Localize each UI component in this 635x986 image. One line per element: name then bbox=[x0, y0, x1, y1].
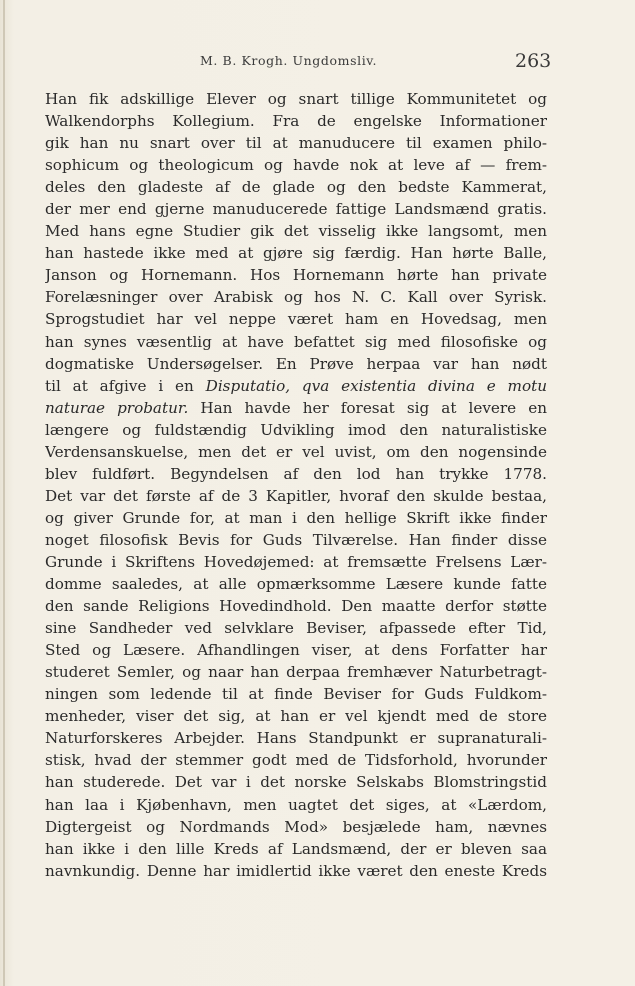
text-line bbox=[45, 375, 547, 397]
text-line bbox=[45, 749, 547, 771]
text-line bbox=[45, 507, 547, 529]
text-segment: han studerede. Det var i det norske Selskabs Blomstringstid bbox=[45, 773, 547, 792]
text-line bbox=[45, 264, 547, 286]
text-line bbox=[45, 727, 547, 749]
text-segment: og giver Grunde for, at man i den hellige Skrift ikke finder bbox=[45, 508, 547, 527]
text-segment: Han fik adskillige Elever og snart tillige Kommunitetet og bbox=[45, 90, 547, 108]
text-segment: Walkendorphs Kollegium. Fra de engelske Informationer bbox=[45, 112, 547, 131]
text-segment: Verdensanskuelse, men det er vel uvist, om den nogensinde bbox=[45, 442, 547, 461]
text-line bbox=[45, 705, 547, 727]
text-line bbox=[45, 397, 547, 419]
text-line bbox=[45, 595, 547, 617]
text-segment: Janson og Hornemann. Hos Hornemann hørte han private bbox=[45, 266, 547, 285]
text-line bbox=[45, 485, 547, 507]
text-line bbox=[45, 220, 547, 242]
text-line bbox=[45, 661, 547, 683]
text-line bbox=[45, 860, 547, 882]
text-segment: Sprogstudiet har vel neppe været ham en Hovedsag, men bbox=[45, 310, 547, 329]
text-segment: studeret Semler, og naar han derpaa fremhæver Naturbetragt- bbox=[45, 663, 547, 682]
text-segment: han ikke i den lille Kreds af Landsmænd, der er bleven saa bbox=[45, 839, 547, 858]
text-line bbox=[45, 110, 547, 132]
text-line bbox=[45, 794, 547, 816]
text-line bbox=[45, 88, 547, 110]
text-line bbox=[45, 617, 547, 639]
text-line bbox=[45, 353, 547, 375]
text-segment: deles den gladeste af de glade og den bedste Kammerat, bbox=[45, 178, 547, 197]
text-line bbox=[45, 771, 547, 793]
body-text bbox=[45, 88, 547, 882]
text-segment: Digtergeist og Nordmands Mod» besjælede ham, nævnes bbox=[45, 817, 547, 836]
text-line bbox=[45, 331, 547, 353]
text-line bbox=[45, 308, 547, 330]
text-line bbox=[45, 198, 547, 220]
text-segment: navnkundig. Denne har imidlertid ikke været den eneste Kreds bbox=[45, 861, 547, 880]
text-line bbox=[45, 463, 547, 485]
text-segment: til at afgive i en bbox=[45, 376, 206, 395]
text-segment: ningen som ledende til at finde Beviser for Guds Fuldkom- bbox=[45, 685, 547, 704]
text-segment: han synes væsentlig at have befattet sig med filosofiske og bbox=[45, 332, 547, 351]
text-line bbox=[45, 683, 547, 705]
text-segment: gik han nu snart over til at manuducere til examen philo- bbox=[45, 134, 547, 153]
text-line bbox=[45, 132, 547, 154]
text-line bbox=[45, 441, 547, 463]
text-segment: han hastede ikke med at gjøre sig færdig. Han hørte Balle, bbox=[45, 244, 547, 263]
text-segment: menheder, viser det sig, at han er vel kjendt med de store bbox=[45, 707, 547, 726]
text-segment: stisk, hvad der stemmer godt med de Tidsforhold, hvorunder bbox=[45, 751, 547, 770]
text-segment: Naturforskeres Arbejder. Hans Standpunkt er supranaturali- bbox=[45, 729, 547, 748]
text-segment: Forelæsninger over Arabisk og hos N. C. Kall over Syrisk. bbox=[45, 288, 547, 307]
text-segment: domme saaledes, at alle opmærksomme Læsere kunde fatte bbox=[45, 575, 547, 594]
text-segment: Grunde i Skriftens Hovedøjemed: at fremsætte Frelsens Lær- bbox=[45, 552, 547, 571]
text-line bbox=[45, 286, 547, 308]
text-segment: der mer end gjerne manuducerede fattige Landsmænd gratis. bbox=[45, 200, 547, 219]
running-head: M. B. Krogh. Ungdomsliv. bbox=[200, 53, 378, 68]
text-segment: længere og fuldstændig Udvikling imod den naturalistiske bbox=[45, 420, 547, 439]
text-line bbox=[45, 529, 547, 551]
text-segment: noget filosofisk Bevis for Guds Tilværelse. Han finder disse bbox=[45, 530, 547, 549]
text-segment: Det var det første af de 3 Kapitler, hvoraf den skulde bestaa, bbox=[45, 486, 547, 505]
text-line bbox=[45, 816, 547, 838]
text-segment: sine Sandheder ved selvklare Beviser, afpassede efter Tid, bbox=[45, 619, 547, 638]
text-line bbox=[45, 154, 547, 176]
text-line bbox=[45, 639, 547, 661]
text-segment: sophicum og theologicum og havde nok at leve af — frem- bbox=[45, 156, 547, 175]
italic-text-segment: naturae probatur. bbox=[45, 398, 189, 417]
text-line bbox=[45, 242, 547, 264]
text-line bbox=[45, 573, 547, 595]
text-line bbox=[45, 551, 547, 573]
text-segment: dogmatiske Undersøgelser. En Prøve herpaa var han nødt bbox=[45, 354, 547, 373]
text-segment: Med hans egne Studier gik det visselig ikke langsomt, men bbox=[45, 222, 547, 241]
text-segment: blev fuldført. Begyndelsen af den lod han trykke 1778. bbox=[45, 464, 547, 483]
italic-text-segment: Disputatio, qva existentia divina e motu bbox=[205, 376, 547, 395]
page-gutter-edge bbox=[3, 0, 5, 986]
text-line bbox=[45, 176, 547, 198]
page-number: 263 bbox=[515, 50, 552, 72]
text-line bbox=[45, 838, 547, 860]
text-segment: han laa i Kjøbenhavn, men uagtet det siges, at «Lærdom, bbox=[45, 795, 547, 814]
text-segment: Sted og Læsere. Afhandlingen viser, at dens Forfatter har bbox=[45, 641, 547, 660]
text-line bbox=[45, 419, 547, 441]
text-segment: den sande Religions Hovedindhold. Den maatte derfor støtte bbox=[45, 597, 547, 616]
text-segment: Han havde her foresat sig at levere en bbox=[188, 398, 547, 417]
